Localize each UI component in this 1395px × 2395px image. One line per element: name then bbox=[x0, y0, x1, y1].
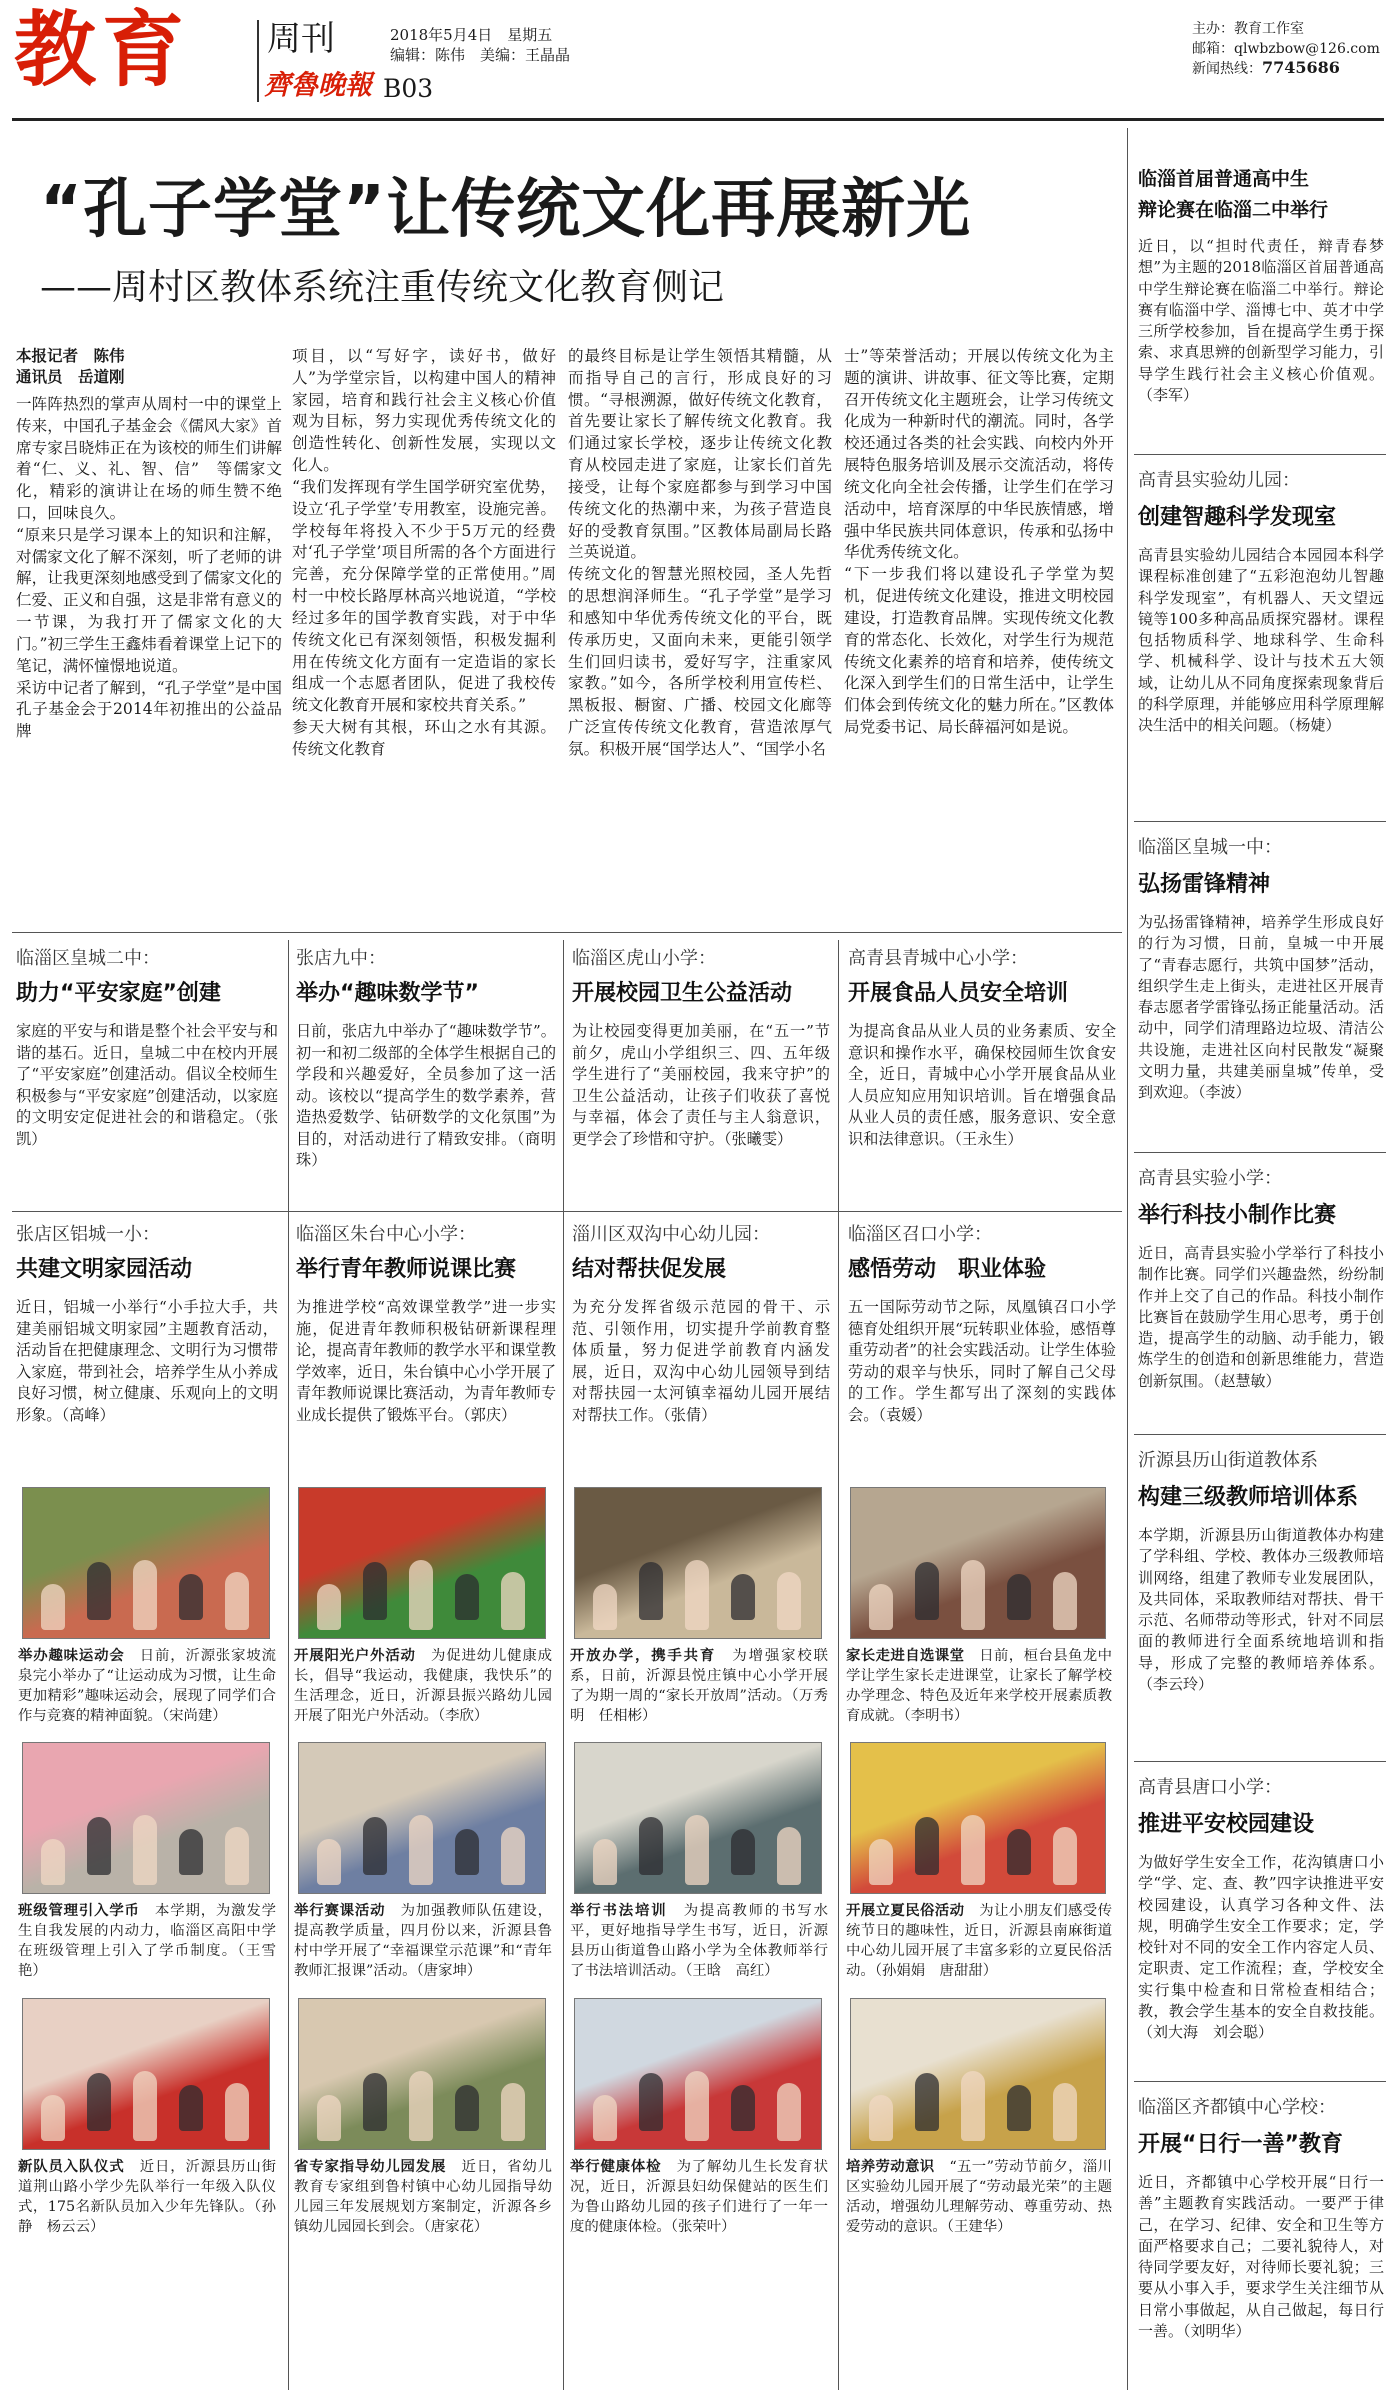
brief-author: （高峰） bbox=[61, 1405, 115, 1424]
sidebar-author: （刘明华） bbox=[1183, 2322, 1251, 2341]
brief-shuanggou bbox=[572, 1220, 830, 1426]
photo-figure bbox=[1053, 2083, 1077, 2141]
photo-caption-author: （张荣叶） bbox=[670, 2218, 736, 2235]
issue-date: 2018年5月4日 星期五 bbox=[390, 26, 553, 44]
sidebar-body bbox=[1138, 1852, 1384, 2044]
sidebar-kicker: 临淄区齐都镇中心学校： bbox=[1138, 2097, 1336, 2118]
brief-author: （郭庆） bbox=[463, 1405, 517, 1424]
photo-caption-title: 开展立夏民俗活动 bbox=[846, 1903, 965, 1919]
photo-caption-author: （唐家花） bbox=[423, 2218, 489, 2235]
photo-caption bbox=[570, 1647, 828, 1727]
photo-caption bbox=[18, 1647, 276, 1727]
sidebar-body-text: 高青县实验幼儿园结合本园园本科学课程标准创建了“五彩泡泡幼儿智趣科学发现室”，有机器人、天文望远镜等100多种高品质探究器材。课程包括物质科学、地球科学、生命科学、机械科学、设计与技术五大领域，让幼儿从不同角度探索现象背后的科学原理，并能够应用科学原理解决生活中的相关问题。 bbox=[1138, 546, 1384, 735]
photo-figure bbox=[915, 1562, 939, 1620]
photo-figure bbox=[87, 2073, 111, 2131]
lead-body-col-3: 的最终目标是让学生领悟其精髓，从而指导自己的言行，形成良好的习惯。“寻根溯源，做好传统文化教育，首先要让家长了解传统文化教育。我们通过家长学校，逐步让传统文化教育从校园走进了家庭，让家长们首先接受，让每个家庭都参与到学习中国传统文化的热潮中来，为孩子营造良好的受教育氛围。”区教体局副局长路兰英说道。 传统文化的智慧光照校园，圣人先哲的思想润泽师生。“孔子学堂”是学习和感知中华优秀传统文化的平台，既传承历史，又面向未来，更能引领学生们回归读书，爱好写字，注重家风家教。”如今，各所学校利用宣传栏、黑板报、橱窗、广播、校园文化廊等广泛宣传传统文化教育，营造浓厚气氛。积极开展“国学达人”、“国学小名 bbox=[568, 347, 832, 758]
sidebar-kicker: 高青县实验小学： bbox=[1138, 1168, 1282, 1189]
photo-figure bbox=[133, 1815, 157, 1885]
brief-headline: 结对帮扶促发展 bbox=[572, 1257, 727, 1282]
brief-body: 近日，铝城一小举行“小手拉大手，共建美丽铝城文明家园”主题教育活动，活动旨在把健康理念、文明行为习惯带入家庭，带到社会，培养学生从小养成良好习惯，树立健康、乐观向上的文明形象。（高峰） bbox=[16, 1298, 278, 1424]
lead-body-col-4: 士”等荣誉活动；开展以传统文化为主题的演讲、讲故事、征文等比赛，定期召开传统文化主题班会，让学习传统文化成为一种新时代的潮流。同时，各学校还通过各类的社会实践、向校内外开展特色服务培训及展示交流活动，将传统文化向全社会传播，让学生们在学习活动中，培育深厚的中华民族情感，增强中华民族共同体意识，传承和弘扬中华优秀传统文化。 “下一步我们将以建设孔子学堂为契机，促进传统文化建设，推进文明校园建设，打造教育品牌。实现传统文化教育的常态化、长效化，对学生行为规范传统文化素养的培育和培养，使传统文化深入到学生们的日常生活中，让学生们体会到传统文化的魅力所在。”区教体局党委书记、局长薛福河如是说。 bbox=[844, 347, 1114, 737]
brief-body: 为充分发挥省级示范园的骨干、示范、引领作用，切实提升学前教育整体质量，努力促进学前教育内涵发展，近日，双沟中心幼儿园领导到结对帮扶园一太河镇幸福幼儿园开展结对帮扶工作。（张倩） bbox=[572, 1298, 830, 1424]
photo-figure bbox=[685, 1560, 709, 1630]
sidebar-body bbox=[1138, 1525, 1384, 1695]
photo-caption-author: （孙娟娟 唐甜甜） bbox=[874, 1962, 998, 1979]
news-photo bbox=[22, 1742, 270, 1894]
photo-figure bbox=[179, 1829, 203, 1875]
brief-author: （张曦雯） bbox=[723, 1129, 793, 1148]
sidebar-headline: 开展“日行一善”教育 bbox=[1138, 2132, 1343, 2157]
sidebar-author: （李云玲） bbox=[1138, 1675, 1214, 1694]
brief-kicker: 临淄区皇城二中： bbox=[16, 948, 160, 969]
photo-caption-title: 举行赛课活动 bbox=[294, 1903, 386, 1919]
photo-caption bbox=[294, 1902, 552, 1982]
photo-figure bbox=[225, 1572, 249, 1630]
photo-figure bbox=[639, 1562, 663, 1620]
photo-figure bbox=[731, 1829, 755, 1875]
photo-figure bbox=[731, 2085, 755, 2131]
sidebar-kicker: 高青县唐口小学： bbox=[1138, 1777, 1282, 1798]
brief-body: 为让校园变得更加美丽，在“五一”节前夕，虎山小学组织三、四、五年级学生进行了“美丽校园，我来守护”的卫生公益活动，让孩子们收获了喜悦与幸福，体会了责任与主人翁意识，更学会了珍惜和守护。（张曦雯） bbox=[572, 1022, 830, 1148]
photo-figure bbox=[225, 1827, 249, 1885]
photo-figure bbox=[777, 2083, 801, 2141]
photo-caption bbox=[570, 2158, 828, 2238]
sidebar-headline-line-2: 辩论赛在临淄二中举行 bbox=[1138, 199, 1329, 221]
sidebar-body-text: 本学期，沂源县历山街道教体办构建了学科组、学校、教体办三级教师培训网络，组建了教师专业发展团队，及共同体，采取教师结对帮扶、骨干示范、名师带动等形式，针对不同层面的教师进行全面系统地培训和指导，形成了完整的教师培养体系。 bbox=[1138, 1526, 1384, 1672]
photo-caption-title: 班级管理引入学币 bbox=[18, 1903, 140, 1919]
sidebar-brief bbox=[1138, 1446, 1384, 1695]
photo-caption bbox=[294, 2158, 552, 2238]
photo-figure bbox=[501, 1572, 525, 1630]
brief-author: （商明珠） bbox=[296, 1129, 556, 1170]
photo-caption bbox=[846, 2158, 1112, 2238]
brief-kicker: 张店区铝城一小： bbox=[16, 1224, 160, 1245]
hotline-line bbox=[1192, 58, 1340, 78]
lead-body-col-1: 一阵阵热烈的掌声从周村一中的课堂上传来，中国孔子基金会《儒风大家》首席专家吕晓炜正在为该校的师生们讲解着“仁、义、礼、智、信” 等儒家文化，精彩的演讲让在场的师生赞不绝口，回味良久。 “原来只是学习课本上的知识和注解，对儒家文化了解不深刻，听了老师的讲解，让我更深刻地感受到了儒家文化的仁爱、正义和自强，这是非常有意义的一节课，为我打开了儒家文化的大门。”初三学生王鑫炜看着课堂上记下的笔记，满怀憧憬地说道。 采访中记者了解到，“孔子学堂”是中国孔子基金会于2014年初推出的公益品牌 bbox=[16, 394, 282, 741]
photo-figure bbox=[363, 1817, 387, 1875]
photo-caption-text: 近日，省幼儿教育专家组到鲁村镇中心幼儿园指导幼儿园三年发展规划方案制定，沂源各乡镇幼儿园园长到会。 bbox=[294, 2159, 552, 2235]
photo-figure bbox=[455, 1829, 479, 1875]
sidebar-brief bbox=[1138, 164, 1384, 406]
photo-figure bbox=[777, 1572, 801, 1630]
brief-headline: 开展食品人员安全培训 bbox=[848, 981, 1069, 1006]
photo-caption-title: 举行书法培训 bbox=[570, 1903, 668, 1919]
sidebar-kicker: 高青县实验幼儿园： bbox=[1138, 470, 1300, 491]
sidebar-author: （李波） bbox=[1198, 1083, 1251, 1102]
sidebar-body-text: 近日，齐都镇中心学校开展“日行一善”主题教育实践活动。一要严于律己，在学习、纪律、安全和卫生等方面严格要求自己；二要礼貌待人，对待同学要友好，对待师长要礼貌；三要从小事入手，要求学生关注细节从日常小事做起，从自己做起，每日行一善。 bbox=[1138, 2173, 1384, 2341]
photo-figure bbox=[455, 1574, 479, 1620]
sidebar-body bbox=[1138, 2172, 1384, 2342]
photo-figure bbox=[501, 1827, 525, 1885]
photo-caption-text: 日前，沂源张家坡流泉完小举办了“让运动成为习惯，让生命更加精彩”趣味运动会，展现了同学们合作与竞赛的精神面貌。 bbox=[18, 1648, 276, 1724]
photo-figure bbox=[1007, 2085, 1031, 2131]
brief-author: （王永生） bbox=[954, 1129, 1023, 1148]
photo-figure bbox=[869, 2095, 893, 2141]
sidebar-body bbox=[1138, 912, 1384, 1104]
mid-col-divider-1 bbox=[288, 940, 289, 2390]
photo-figure bbox=[501, 2083, 525, 2141]
photo-caption-author: （孙静 杨云云） bbox=[18, 2198, 277, 2235]
photo-figure bbox=[777, 1827, 801, 1885]
sidebar-rule bbox=[1134, 1434, 1386, 1435]
photo-caption-title: 开展阳光户外活动 bbox=[294, 1648, 416, 1664]
photo-figure bbox=[133, 2071, 157, 2141]
photo-caption-author: （万秀明 任相彬） bbox=[570, 1687, 828, 1724]
photo-figure bbox=[1007, 1829, 1031, 1875]
photo-figure bbox=[869, 1584, 893, 1630]
news-photo bbox=[574, 1998, 822, 2150]
hotline-label: 新闻热线： bbox=[1192, 61, 1262, 77]
photo-caption-author: （宋尚建） bbox=[161, 1707, 227, 1724]
news-photo bbox=[574, 1742, 822, 1894]
sidebar-rule bbox=[1134, 1152, 1386, 1153]
sidebar-body-text: 为做好学生安全工作，花沟镇唐口小学“学、定、查、教”四字诀推进平安校园建设，认真学习各种文件、法规，明确学生安全工作要求；定，学校针对不同的安全工作内容定人员、定职责、定工作流程；查，学校安全实行集中检查和日常检查相结合；教，教会学生基本的安全自救技能。 bbox=[1138, 1853, 1384, 2021]
lead-subtitle: ——周村区教体系统注重传统文化教育侧记 bbox=[40, 267, 725, 308]
mid-row-rule bbox=[12, 1211, 1122, 1212]
photo-caption-text: 近日，沂源县历山街道荆山路小学少先队举行一年级入队仪式，175名新队员加入少年先锋队。 bbox=[18, 2159, 276, 2215]
byline-reporter: 本报记者 陈伟 bbox=[16, 347, 125, 365]
photo-figure bbox=[961, 1560, 985, 1630]
sidebar-author: （杨婕） bbox=[1288, 716, 1341, 735]
masthead-divider bbox=[257, 20, 259, 102]
brief-lvcheng-1 bbox=[16, 1220, 278, 1426]
brief-huangcheng-2 bbox=[16, 944, 278, 1150]
photo-figure bbox=[317, 1839, 341, 1885]
news-photo bbox=[298, 1998, 546, 2150]
photo-caption bbox=[570, 1902, 828, 1982]
brief-headline: 举行青年教师说课比赛 bbox=[296, 1257, 517, 1282]
photo-figure bbox=[409, 1815, 433, 1885]
sidebar-headline: 推进平安校园建设 bbox=[1138, 1812, 1315, 1837]
brief-kicker: 淄川区双沟中心幼儿园： bbox=[572, 1224, 770, 1245]
photo-caption-author: （王晗 高红） bbox=[685, 1962, 779, 1979]
photo-figure bbox=[593, 1584, 617, 1630]
photo-figure bbox=[593, 1839, 617, 1885]
newspaper-logo: 齊魯晚報 bbox=[264, 70, 372, 101]
photo-figure bbox=[685, 2071, 709, 2141]
photo-caption-title: 举行健康体检 bbox=[570, 2159, 662, 2175]
photo-caption bbox=[846, 1902, 1112, 1982]
photo-figure bbox=[961, 1815, 985, 1885]
photo-caption-author: （唐家坤） bbox=[416, 1962, 482, 1979]
photo-figure bbox=[639, 1817, 663, 1875]
photo-figure bbox=[363, 1562, 387, 1620]
lead-bottom-rule bbox=[12, 932, 1122, 933]
sidebar-body-text: 为弘扬雷锋精神，培养学生形成良好的行为习惯，日前，皇城一中开展了“青春志愿行，共筑中国梦”活动，组织学生走上街头，走进社区开展青春志愿者学雷锋弘扬正能量活动。活动中，同学们清理路边垃圾、清洁公共设施，走进社区向村民散发“凝聚文明力量，共建美丽皇城”传单，受到欢迎。 bbox=[1138, 913, 1384, 1102]
photo-figure bbox=[179, 1574, 203, 1620]
byline-correspondent: 通讯员 岳道刚 bbox=[16, 367, 125, 386]
brief-headline: 举办“趣味数学节” bbox=[296, 981, 479, 1006]
photo-figure bbox=[915, 2073, 939, 2131]
brief-body: 五一国际劳动节之际，凤凰镇召口小学德育处组织开展“玩转职业体验，感悟尊重劳动者”的社会实践活动。让学生体验劳动的艰辛与快乐，同时了解自己父母的工作。学生都写出了深刻的实践体会。（袁媛） bbox=[848, 1298, 1116, 1424]
photo-caption-title: 家长走进自选课堂 bbox=[846, 1648, 965, 1664]
sidebar-headline: 创建智趣科学发现室 bbox=[1138, 505, 1337, 530]
photo-figure bbox=[1053, 1827, 1077, 1885]
section-title: 教育 bbox=[14, 3, 191, 98]
news-photo bbox=[298, 1487, 546, 1639]
brief-zhangdian-9 bbox=[296, 944, 556, 1172]
sidebar-body bbox=[1138, 1243, 1384, 1392]
mid-col-divider-3 bbox=[838, 940, 839, 2390]
news-photo bbox=[22, 1487, 270, 1639]
brief-headline: 助力“平安家庭”创建 bbox=[16, 981, 221, 1006]
photo-caption bbox=[294, 1647, 552, 1727]
sidebar-headline: 弘扬雷锋精神 bbox=[1138, 872, 1271, 897]
page-number: B03 bbox=[383, 74, 434, 103]
photo-figure bbox=[133, 1560, 157, 1630]
brief-kicker: 临淄区朱台中心小学： bbox=[296, 1224, 476, 1245]
brief-headline: 感悟劳动 职业体验 bbox=[848, 1257, 1047, 1282]
brief-body: 为提高食品从业人员的业务素质、安全意识和操作水平，确保校园师生饮食安全，近日，青城中心小学开展食品从业人员应知应用知识培训。旨在增强食品从业人员的责任感，服务意识、安全意识和法律意识。（王永生） bbox=[848, 1022, 1116, 1148]
photo-caption-author: （李欣） bbox=[437, 1707, 489, 1724]
photo-figure bbox=[363, 2073, 387, 2131]
photo-figure bbox=[455, 2085, 479, 2131]
brief-author: （袁媛） bbox=[878, 1405, 932, 1424]
photo-figure bbox=[915, 1817, 939, 1875]
photo-figure bbox=[41, 1584, 65, 1630]
photo-caption-author: （王建华） bbox=[946, 2218, 1012, 2235]
sidebar-brief bbox=[1138, 466, 1384, 737]
host-line: 主办：教育工作室 bbox=[1192, 21, 1304, 37]
photo-caption-text: 为让小朋友们感受传统节日的趣味性，近日，沂源县南麻街道中心幼儿园开展了丰富多彩的立夏民俗活动。 bbox=[846, 1903, 1112, 1979]
brief-body: 家庭的平安与和谐是整个社会平安与和谐的基石。近日，皇城二中在校内开展了“平安家庭”创建活动。倡议全校师生积极参与“平安家庭”创建活动，以家庭的文明安定促进社会的和谐稳定。（张凯） bbox=[16, 1022, 279, 1148]
sidebar-body-text: 近日，以“担时代责任，辩青春梦想”为主题的2018临淄区首届普通高中学生辩论赛在临淄二中举行。辩论赛有临淄中学、淄博七中、英才中学三所学校参加，旨在提高学生勇于探索、求真思辨的创新型学习能力，引导学生践行社会主义核心价值观。 bbox=[1138, 237, 1384, 383]
photo-figure bbox=[731, 1574, 755, 1620]
photo-caption-text: 为提高教师的书写水平，更好地指导学生书写，近日，沂源县历山街道鲁山路小学为全体教师举行了书法培训活动。 bbox=[570, 1903, 828, 1979]
brief-headline: 共建文明家园活动 bbox=[16, 1257, 193, 1282]
photo-figure bbox=[1053, 1572, 1077, 1630]
photo-caption-text: 本学期，为激发学生自我发展的内动力，临淄区高阳中学在班级管理上引入了学币制度。 bbox=[18, 1903, 276, 1959]
photo-figure bbox=[41, 2095, 65, 2141]
photo-caption-title: 举办趣味运动会 bbox=[18, 1648, 125, 1664]
sidebar-brief bbox=[1138, 1164, 1384, 1392]
weekly-label: 周刊 bbox=[267, 19, 335, 59]
news-photo bbox=[850, 1487, 1106, 1639]
photo-caption-text: 为加强教师队伍建设，提高教学质量，四月份以来，沂源县鲁村中学开展了“幸福课堂示范课”和“青年教师汇报课”活动。 bbox=[294, 1903, 552, 1979]
sidebar-body bbox=[1138, 236, 1384, 406]
photo-figure bbox=[685, 1815, 709, 1885]
hotline-number: 7745686 bbox=[1262, 58, 1340, 77]
brief-headline: 开展校园卫生公益活动 bbox=[572, 981, 793, 1006]
sidebar-body bbox=[1138, 545, 1384, 737]
photo-caption bbox=[846, 1647, 1112, 1727]
sidebar-brief bbox=[1138, 2093, 1384, 2342]
sidebar-body-text: 近日，高青县实验小学举行了科技小制作比赛。同学们兴趣盎然，纷纷制作并上交了自己的作品。科技小制作比赛旨在鼓励学生用心思考，勇于创造，提高学生的动脑、动手能力，锻炼学生的创造和创新思维能力，营造创新氛围。 bbox=[1138, 1244, 1384, 1390]
sidebar-author: （刘大海 刘会聪） bbox=[1138, 2023, 1274, 2042]
sidebar-rule bbox=[1134, 1761, 1386, 1762]
photo-figure bbox=[409, 2071, 433, 2141]
mid-col-divider-2 bbox=[563, 940, 564, 2390]
brief-body: 为推进学校“高效课堂教学”进一步实施，促进青年教师积极钻研新课程理论，提高青年教师的教学水平和课堂教学效率，近日，朱台镇中心小学开展了青年教师说课比赛活动，为青年教师专业成长提供了锻炼平台。（郭庆） bbox=[296, 1298, 556, 1424]
sidebar-brief bbox=[1138, 833, 1384, 1104]
photo-figure bbox=[225, 2083, 249, 2141]
photo-figure bbox=[87, 1562, 111, 1620]
photo-caption-author: （李明书） bbox=[903, 1707, 969, 1724]
news-photo bbox=[22, 1998, 270, 2150]
photo-caption-title: 省专家指导幼儿园发展 bbox=[294, 2159, 447, 2175]
photo-caption-text: 为了解幼儿生长发育状况，近日，沂源县妇幼保健站的医生们为鲁山路幼儿园的孩子们进行了一年一度的健康体检。 bbox=[570, 2159, 828, 2235]
sidebar-kicker: 临淄区皇城一中： bbox=[1138, 837, 1282, 858]
sidebar-rule bbox=[1134, 821, 1386, 822]
masthead-rule bbox=[12, 118, 1384, 121]
photo-figure bbox=[593, 2095, 617, 2141]
news-photo bbox=[298, 1742, 546, 1894]
photo-figure bbox=[1007, 1574, 1031, 1620]
news-photo bbox=[574, 1487, 822, 1639]
sidebar-kicker: 沂源县历山街道教体系 bbox=[1138, 1450, 1318, 1471]
brief-kicker: 张店九中： bbox=[296, 948, 386, 969]
brief-zhutai bbox=[296, 1220, 556, 1426]
photo-figure bbox=[179, 2085, 203, 2131]
sidebar-brief bbox=[1138, 1773, 1384, 2044]
sidebar-author: （赵慧敏） bbox=[1213, 1371, 1281, 1390]
sidebar-headline: 举行科技小制作比赛 bbox=[1138, 1203, 1337, 1228]
photo-caption-text: 为增强家校联系，日前，沂源县悦庄镇中心小学开展了为期一周的“家长开放周”活动。 bbox=[570, 1648, 828, 1704]
photo-caption-text: 日前，桓台县鱼龙中学让学生家长走进课堂，让家长了解学校办学理念、特色及近年来学校开展素质教育成就。 bbox=[846, 1648, 1112, 1724]
photo-caption-title: 开放办学，携手共育 bbox=[570, 1648, 717, 1664]
photo-figure bbox=[87, 1817, 111, 1875]
brief-author: （张倩） bbox=[663, 1405, 717, 1424]
email-line: 邮箱：qlwbzbow@126.com bbox=[1192, 41, 1380, 57]
brief-kicker: 临淄区虎山小学： bbox=[572, 948, 716, 969]
lead-title: “孔子学堂”让传统文化再展新光 bbox=[40, 173, 972, 247]
news-photo bbox=[850, 1998, 1106, 2150]
lead-body-col-2: 项目，以“写好字，读好书，做好人”为学堂宗旨，以构建中国人的精神家园，培育和践行社会主义核心价值观为目标，努力实现优秀传统文化的创造性转化、创新性发展，实现以文化人。 “我们发挥现有学生国学研究室优势，设立‘孔子学堂’专用教室，设施完善。学校每年将投入不少于5万元的经费对‘孔子学堂’项目所需的各个方面进行完善，充分保障学堂的正常使用。”周村一中校长路厚林高兴地说道，“学校经过多年的国学教育实践，对于中华传统文化已有深刻领悟，积极发掘利用在传统文化方面有一定造诣的家长组成一个志愿者团队，促进了我校传统文化教育开展和家校共育关系。” 参天大树有其根，环山之水有其源。传统文化教育 bbox=[292, 347, 556, 758]
sidebar-headline-line-1: 临淄首届普通高中生 bbox=[1138, 168, 1310, 190]
photo-caption bbox=[18, 2158, 276, 2238]
photo-figure bbox=[317, 2095, 341, 2141]
photo-caption-text: 为促进幼儿健康成长，倡导“我运动，我健康，我快乐”的生活理念，近日，沂源县振兴路幼儿园开展了阳光户外活动。 bbox=[294, 1648, 552, 1724]
brief-kicker: 高青县青城中心小学： bbox=[848, 948, 1028, 969]
photo-caption-text: “五一”劳动节前夕，淄川区实验幼儿园开展了“劳动最光荣”的主题活动，增强幼儿理解劳动、尊重劳动、热爱劳动的意识。 bbox=[846, 2159, 1112, 2235]
editors-line: 编辑：陈伟 美编：王晶晶 bbox=[390, 46, 571, 64]
sidebar-rule bbox=[1134, 2081, 1386, 2082]
photo-caption-title: 新队员入队仪式 bbox=[18, 2159, 125, 2175]
photo-figure bbox=[639, 2073, 663, 2131]
brief-body: 日前，张店九中举办了“趣味数学节”。初一和初二级部的全体学生根据自己的学段和兴趣爱好，全员参加了这一活动。该校以“提高学生的数学素养，营造热爱数学、钻研数学的文化氛围”为目的，对活动进行了精致安排。（商明珠） bbox=[296, 1022, 556, 1170]
brief-qingcheng bbox=[848, 944, 1116, 1150]
news-photo bbox=[850, 1742, 1106, 1894]
photo-caption-author: （王雪艳） bbox=[18, 1942, 276, 1979]
photo-figure bbox=[409, 1560, 433, 1630]
photo-caption bbox=[18, 1902, 276, 1982]
photo-caption-title: 培养劳动意识 bbox=[846, 2159, 935, 2175]
photo-figure bbox=[869, 1839, 893, 1885]
photo-figure bbox=[41, 1839, 65, 1885]
photo-figure bbox=[317, 1584, 341, 1630]
sidebar-author: （李军） bbox=[1138, 386, 1199, 405]
brief-author: （张凯） bbox=[16, 1108, 279, 1148]
sidebar-rule bbox=[1134, 454, 1386, 455]
brief-kicker: 临淄区召口小学： bbox=[848, 1224, 992, 1245]
sidebar-divider bbox=[1127, 128, 1128, 2390]
photo-figure bbox=[961, 2071, 985, 2141]
sidebar-headline: 构建三级教师培训体系 bbox=[1138, 1485, 1359, 1510]
brief-hushan bbox=[572, 944, 830, 1150]
brief-zhaokou bbox=[848, 1220, 1116, 1426]
